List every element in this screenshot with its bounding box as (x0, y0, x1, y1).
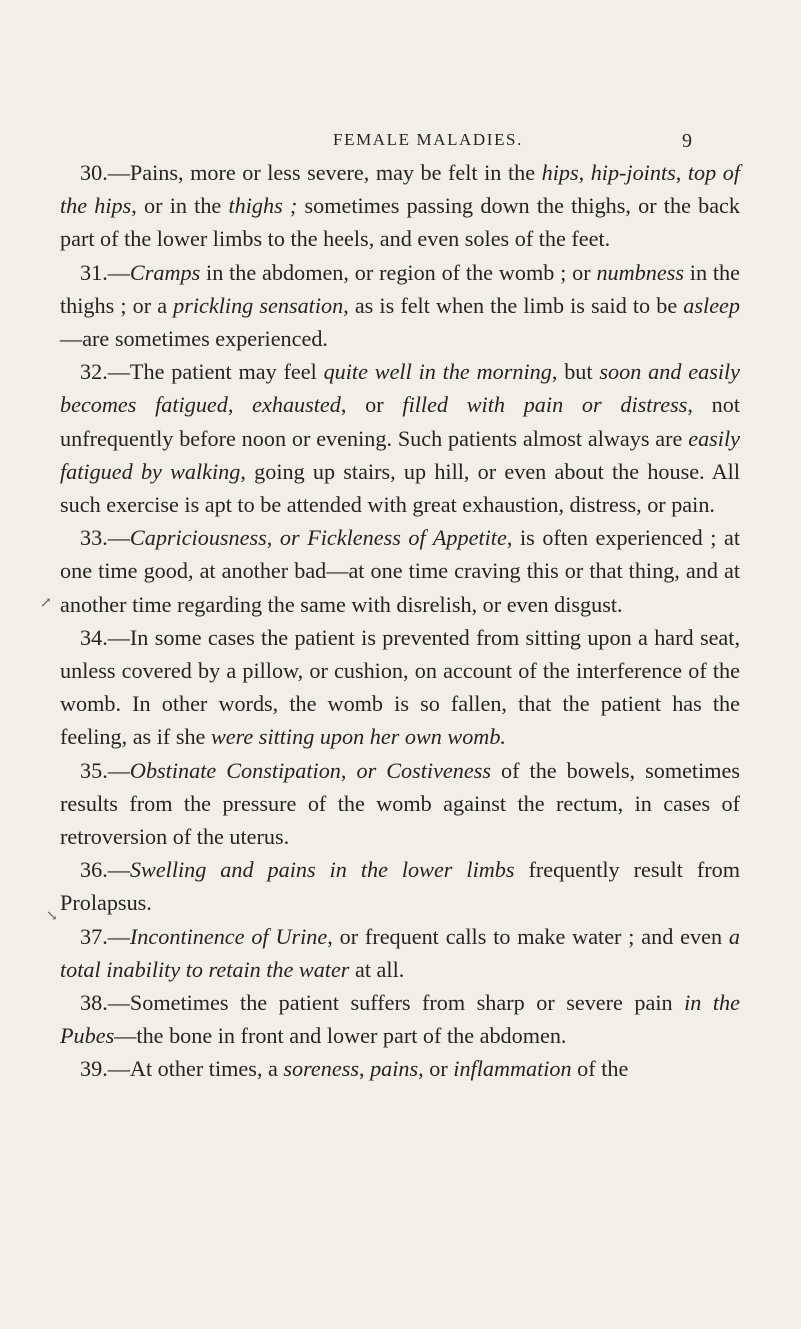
text-run: —are sometimes experienced. (60, 326, 328, 352)
text-run: 35.— (80, 757, 130, 783)
text-run: 31.— (80, 259, 130, 285)
italic-run: quite well in the morning (323, 359, 552, 385)
text-run: 32.—The patient may feel (80, 359, 324, 385)
text-run: sometimes passing down the thighs, or the back part of the lower limbs to the heels, and even soles of the feet. (60, 193, 740, 252)
italic-run: easily fatigued by walking (60, 425, 740, 484)
text-run: , is often experienced ; at one time good, at another bad—at one time craving this or that thing, and at another time regarding the same with disrelish, or even disgust. (60, 525, 741, 617)
italic-run: or Costiveness (356, 757, 491, 783)
text-run: , as is felt when the limb is said to be (343, 292, 684, 318)
text-run: , or frequent calls to make water ; and even (327, 923, 729, 949)
paragraph-38 (60, 986, 740, 1052)
italic-run: filled with pain or distress (402, 392, 688, 418)
paragraph-37 (60, 920, 740, 986)
text-run: , (675, 160, 688, 185)
margin-mark-icon: ↗ (40, 596, 52, 611)
italic-run: Capriciousness (129, 525, 267, 551)
italic-run: numbness (596, 259, 684, 285)
text-run: of the bowels, sometimes results from the pressure of the womb against the rectum, in cases of retroversion of the uterus. (60, 757, 741, 850)
text-run: , or in the (131, 193, 229, 219)
text-run: frequently result from Prolapsus. (60, 857, 740, 916)
italic-run: in the Pubes (60, 990, 740, 1049)
text-run: , going up stairs, up hill, or even about the house. All such exercise is apt to be attended with great exhaustion, distress, or pain. (60, 458, 740, 518)
italic-run: soon and easily becomes fatigued (60, 359, 741, 418)
body-text (60, 156, 740, 1086)
text-run: of the (571, 1056, 629, 1082)
italic-run: asleep (683, 292, 740, 318)
text-run: 34.—In some cases the patient is prevented from sitting upon a hard seat, unless covered by a pillow, or cushion, on account of the interference of the womb. In other words, the womb is so fallen, that the patient has the feeling, as if she (60, 624, 740, 750)
text-run: 37.— (80, 923, 130, 949)
italic-run: Cramps (129, 259, 201, 285)
text-run: 33.— (80, 525, 130, 551)
text-run: , (340, 757, 357, 783)
italic-run: Obstinate Constipation (129, 757, 341, 783)
text-run: 38.—Sometimes the patient suffers from sharp or severe pain (80, 990, 685, 1016)
paragraph-32 (60, 355, 740, 521)
italic-run: prickling sensation (173, 292, 344, 318)
paragraph-39 (60, 1052, 740, 1085)
text-run: , (578, 160, 591, 185)
paragraph-30 (60, 156, 740, 256)
text-run: at all. (349, 956, 405, 982)
text-run: , (227, 392, 253, 418)
italic-run: inflammation (453, 1056, 572, 1082)
text-run: , (358, 1056, 371, 1082)
italic-run: a total inability to retain the water (60, 923, 740, 982)
page-number: 9 (682, 130, 692, 152)
text-run: in the thighs ; or a (60, 259, 740, 318)
paragraph-34 (60, 621, 740, 754)
italic-run: were sitting upon her own womb. (210, 724, 506, 750)
text-run: in the abdomen, or region of the womb ; or (200, 259, 597, 285)
text-run: 30.—Pains, more or less severe, may be felt in the (80, 160, 542, 185)
italic-run: hips (541, 160, 579, 185)
text-run: , (266, 525, 280, 551)
paragraph-33 (60, 521, 740, 621)
paragraph-35 (60, 754, 740, 854)
italic-run: top of the hips (60, 160, 740, 219)
text-run: , not unfrequently before noon or evening. Such patients almost always are (60, 392, 741, 451)
margin-mark-icon: ↘ (46, 909, 58, 924)
text-run: 39.—At other times, a (80, 1056, 284, 1082)
running-title: FEMALE MALADIES. (333, 130, 523, 149)
italic-run: Incontinence of Urine (129, 923, 328, 949)
italic-run: exhausted (252, 392, 341, 418)
text-run: , or (418, 1056, 454, 1082)
italic-run: thighs ; (228, 193, 298, 219)
text-run: , but (551, 359, 600, 385)
italic-run: soreness (283, 1056, 359, 1082)
text-run: —the bone in front and lower part of the abdomen. (114, 1023, 567, 1049)
text-run: , or (340, 392, 403, 418)
italic-run: Swelling and pains in the lower limbs (129, 857, 515, 883)
italic-run: pains (370, 1056, 419, 1082)
text-run: 36.— (80, 857, 130, 883)
paragraph-31 (60, 256, 740, 356)
italic-run: or Fickleness of Appetite (279, 525, 507, 551)
italic-run: hip-joints (590, 160, 676, 185)
paragraph-36 (60, 853, 740, 919)
